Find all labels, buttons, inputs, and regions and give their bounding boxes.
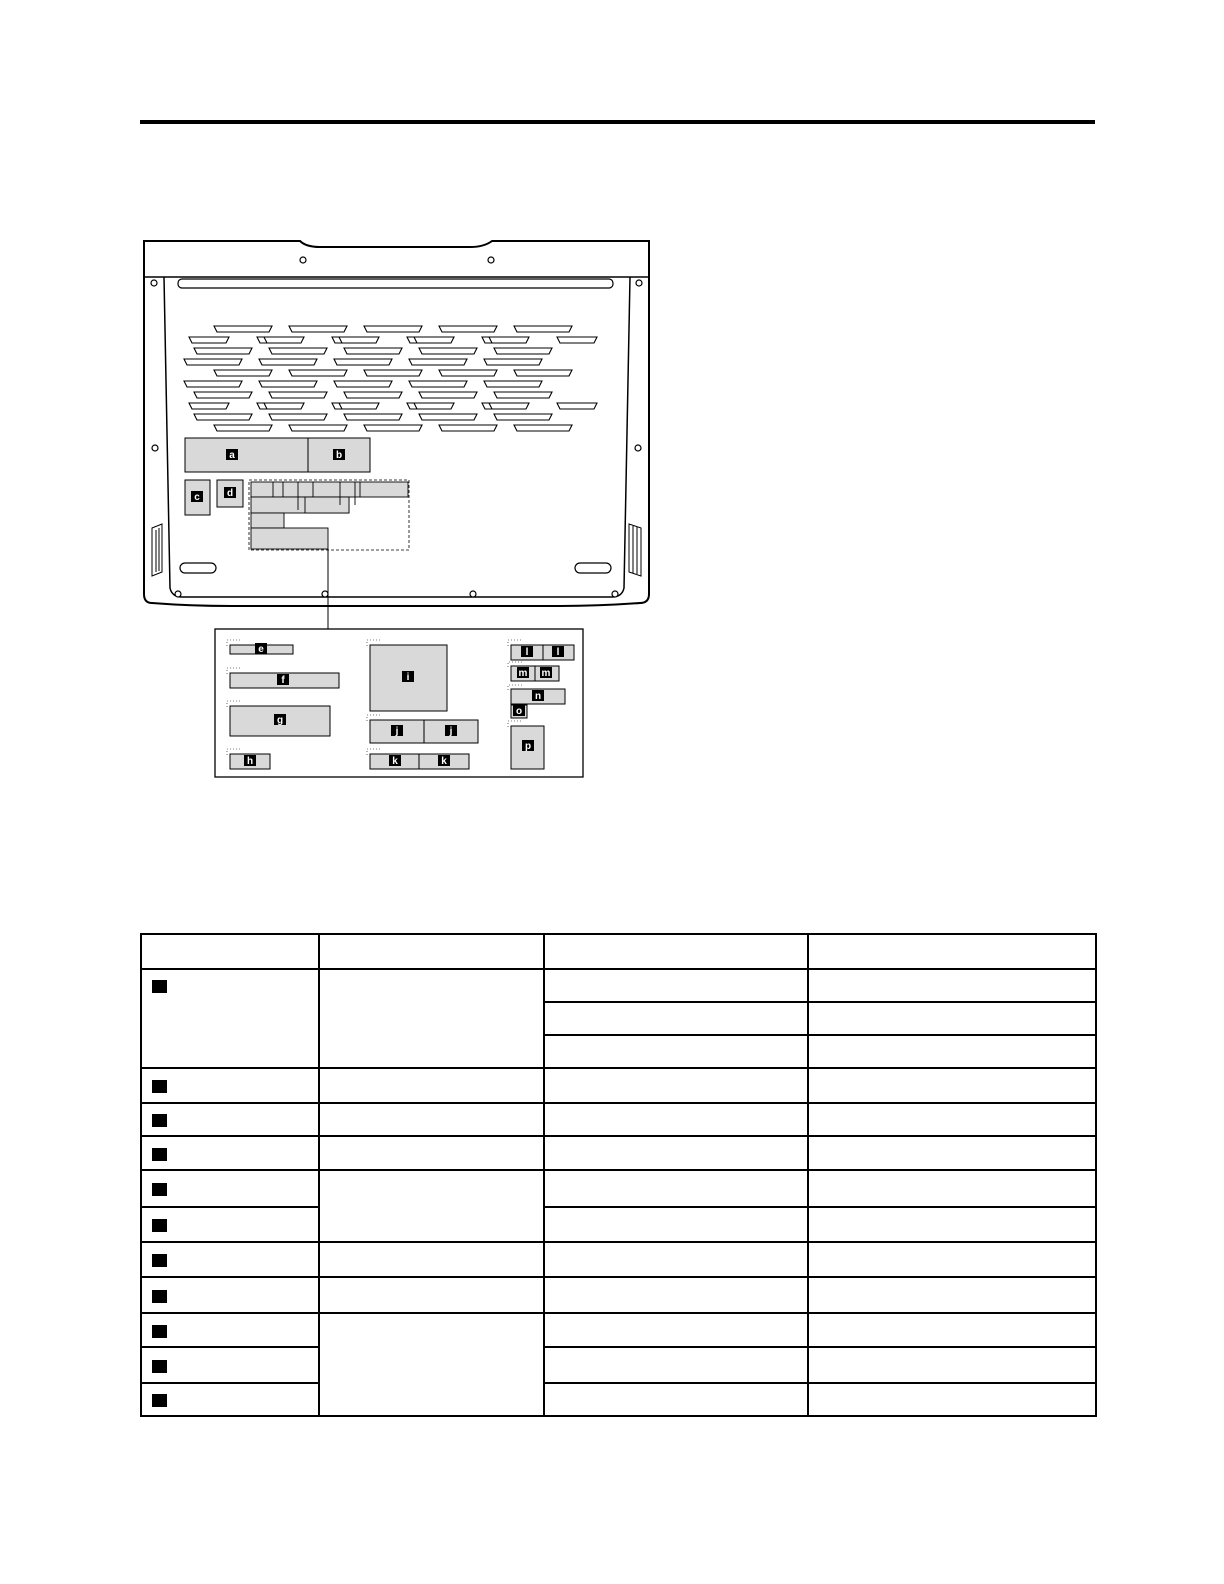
- vent-slot: [269, 392, 327, 398]
- table-row: [141, 1136, 1096, 1170]
- table-row: [141, 1383, 1096, 1416]
- header-cell: [544, 934, 808, 969]
- vent-slot: [414, 337, 454, 343]
- vent-grille: [184, 326, 597, 431]
- table-cell: [808, 1383, 1096, 1416]
- vent-slot: [289, 370, 347, 376]
- vent-slot: [514, 425, 572, 431]
- callout-letter: j: [449, 726, 453, 737]
- vent-slot: [344, 392, 402, 398]
- callout-marker: [152, 1325, 167, 1338]
- table-cell: [141, 1242, 319, 1277]
- vent-slot: [489, 403, 529, 409]
- vent-slot: [334, 359, 392, 365]
- table-cell: [544, 1002, 808, 1035]
- callout-marker: [152, 1114, 167, 1127]
- vent-slot: [189, 403, 229, 409]
- table-cell: [544, 969, 808, 1002]
- table-cell: [319, 1170, 544, 1242]
- table-row: [141, 1277, 1096, 1313]
- callout-letter: g: [276, 715, 284, 726]
- table-row: [141, 1347, 1096, 1383]
- callout-letter: j: [395, 726, 399, 737]
- table-cell: [808, 1170, 1096, 1207]
- callout-marker: [152, 1080, 167, 1093]
- table-cell: [319, 1242, 544, 1277]
- table-cell: [319, 1277, 544, 1313]
- table-cell: [544, 1242, 808, 1277]
- vent-slot: [409, 359, 467, 365]
- table-cell: [544, 1068, 808, 1103]
- vent-slot: [194, 348, 252, 354]
- vent-slot: [419, 392, 477, 398]
- table-cell: [141, 1347, 319, 1383]
- callout-letter: k: [392, 756, 398, 767]
- vent-slot: [334, 381, 392, 387]
- vent-slot: [264, 337, 304, 343]
- vent-slot: [184, 381, 242, 387]
- callout-letter: d: [226, 488, 234, 499]
- callout-letter: k: [441, 756, 447, 767]
- table-cell: [808, 1136, 1096, 1170]
- callout-letter: f: [281, 675, 285, 686]
- vent-slot: [494, 348, 552, 354]
- chassis-outline: [144, 241, 649, 606]
- vent-slot: [184, 359, 242, 365]
- table-cell: [141, 1207, 319, 1242]
- vent-slot: [439, 370, 497, 376]
- table-cell: [808, 1002, 1096, 1035]
- vent-slot: [214, 425, 272, 431]
- vent-slot: [514, 326, 572, 332]
- table-cell: [141, 969, 319, 1068]
- table-cell: [319, 1068, 544, 1103]
- callout-letter: p: [524, 741, 532, 752]
- vent-slot: [289, 326, 347, 332]
- table-cell: [544, 1313, 808, 1347]
- table-cell: [141, 1103, 319, 1136]
- callout-marker: [152, 1219, 167, 1232]
- vent-slot: [494, 392, 552, 398]
- table-cell: [808, 1103, 1096, 1136]
- table-cell: [141, 1277, 319, 1313]
- vent-slot: [269, 414, 327, 420]
- table-row: [141, 1207, 1096, 1242]
- vent-slot: [364, 425, 422, 431]
- vent-slot: [344, 348, 402, 354]
- callout-marker: [152, 1394, 167, 1407]
- table-cell: [808, 1068, 1096, 1103]
- table-cell: [544, 1347, 808, 1383]
- callout-letter: l: [556, 647, 560, 658]
- table-row: [141, 1242, 1096, 1277]
- table-cell: [544, 1170, 808, 1207]
- vent-slot: [259, 381, 317, 387]
- table-cell: [544, 1277, 808, 1313]
- header-cell: [141, 934, 319, 969]
- table-header-row: [141, 934, 1096, 969]
- table-cell: [544, 1103, 808, 1136]
- vent-slot: [339, 337, 379, 343]
- table-row: [141, 969, 1096, 1002]
- vent-slot: [514, 370, 572, 376]
- callout-marker: [152, 1290, 167, 1303]
- vent-slot: [439, 326, 497, 332]
- callout-letter: h: [246, 756, 254, 767]
- callout-letter: a: [229, 450, 235, 461]
- vent-slot: [194, 414, 252, 420]
- vent-slot: [557, 337, 597, 343]
- callout-letter: n: [534, 691, 542, 702]
- vent-slot: [289, 425, 347, 431]
- vent-slot: [364, 370, 422, 376]
- table-cell: [141, 1136, 319, 1170]
- callout-letter: m: [518, 668, 528, 679]
- vent-slot: [344, 414, 402, 420]
- header-cell: [808, 934, 1096, 969]
- table-row: [141, 1068, 1096, 1103]
- vent-slot: [189, 337, 229, 343]
- table-cell: [141, 1170, 319, 1207]
- table-row: [141, 1170, 1096, 1207]
- vent-slot: [339, 403, 379, 409]
- vent-slot: [259, 359, 317, 365]
- vent-slot: [494, 414, 552, 420]
- table-cell: [141, 1313, 319, 1347]
- table-cell: [544, 1136, 808, 1170]
- table-cell: [544, 1207, 808, 1242]
- callout-letter: l: [525, 647, 529, 658]
- callout-letter: e: [258, 644, 264, 655]
- header-cell: [319, 934, 544, 969]
- vent-slot: [484, 381, 542, 387]
- vent-slot: [557, 403, 597, 409]
- vent-slot: [439, 425, 497, 431]
- table-cell: [319, 1313, 544, 1416]
- table-cell: [319, 1103, 544, 1136]
- vent-slot: [419, 414, 477, 420]
- table-cell: [808, 1347, 1096, 1383]
- table-cell: [808, 969, 1096, 1002]
- vent-slot: [489, 337, 529, 343]
- callout-marker: [152, 1254, 167, 1267]
- vent-slot: [364, 326, 422, 332]
- vent-slot: [264, 403, 304, 409]
- table-cell: [808, 1277, 1096, 1313]
- callout-marker: [152, 1360, 167, 1373]
- vent-slot: [194, 392, 252, 398]
- vent-slot: [409, 381, 467, 387]
- vent-slot: [414, 403, 454, 409]
- table-cell: [808, 1313, 1096, 1347]
- table-cell: [544, 1035, 808, 1068]
- vent-slot: [214, 326, 272, 332]
- callout-letter: o: [515, 706, 523, 717]
- table-cell: [808, 1242, 1096, 1277]
- table-cell: [141, 1383, 319, 1416]
- table-cell: [808, 1207, 1096, 1242]
- table-cell: [319, 1136, 544, 1170]
- vent-slot: [484, 359, 542, 365]
- callout-marker: [152, 1148, 167, 1161]
- vent-slot: [419, 348, 477, 354]
- callout-letter: b: [335, 450, 343, 461]
- parts-table: [140, 933, 1097, 1417]
- table-cell: [544, 1383, 808, 1416]
- callout-letter: c: [194, 492, 200, 503]
- table-cell: [808, 1035, 1096, 1068]
- table-row: [141, 1313, 1096, 1347]
- callout-marker: [152, 1183, 167, 1196]
- table-row: [141, 1103, 1096, 1136]
- vent-slot: [269, 348, 327, 354]
- table-cell: [141, 1068, 319, 1103]
- callout-marker: [152, 980, 167, 993]
- callout-letter: m: [541, 668, 551, 679]
- callout-letter: i: [406, 672, 410, 683]
- table-cell: [319, 969, 544, 1068]
- vent-slot: [214, 370, 272, 376]
